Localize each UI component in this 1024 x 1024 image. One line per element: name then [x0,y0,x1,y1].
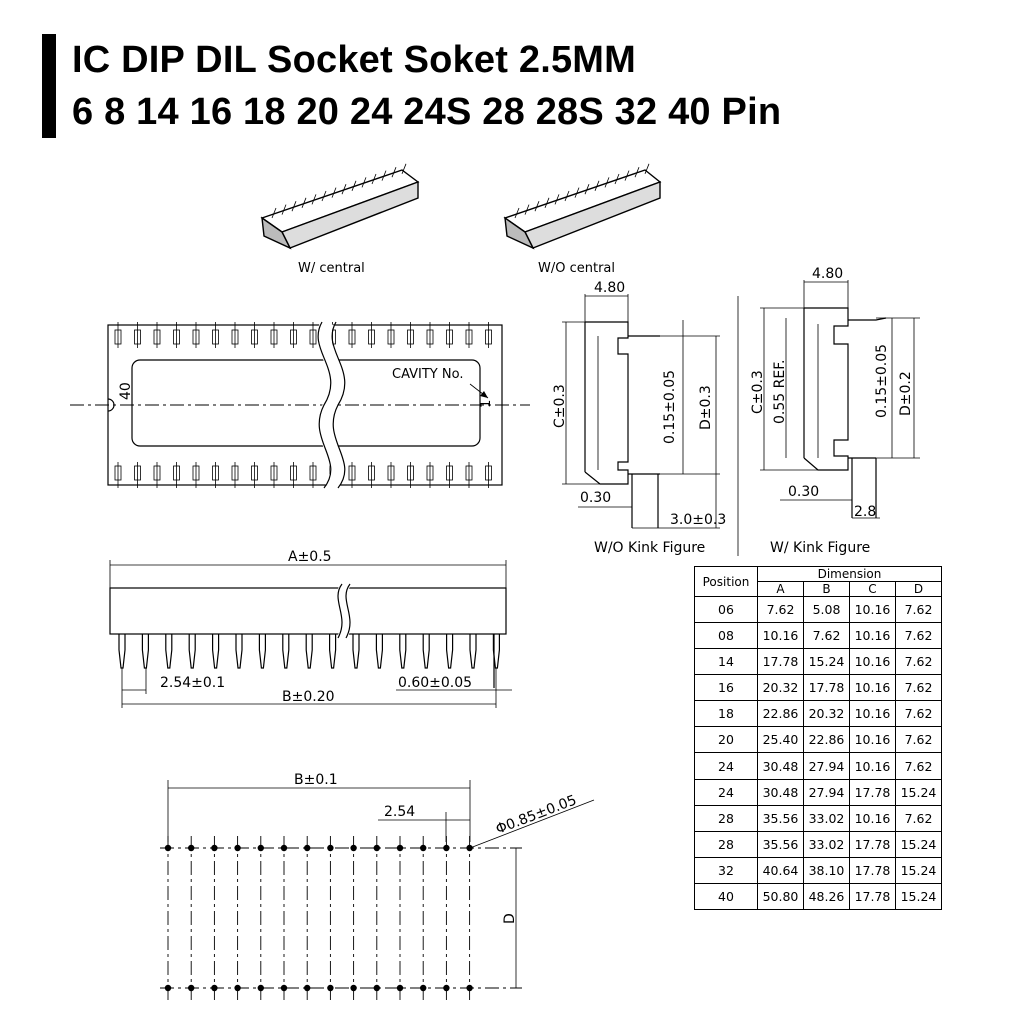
with-central-label: W/ central [298,261,365,276]
dimension-cell: 30.48 [758,779,804,805]
table-row [695,831,942,857]
footprint-hole [188,845,194,851]
dimension-cell: 7.62 [896,649,942,675]
front-pin [213,634,219,668]
dimension-cell: 7.62 [896,805,942,831]
dimension-cell: 33.02 [804,805,850,831]
table-row [695,597,942,623]
footprint-hole [211,985,217,991]
socket-with-central-image [262,164,418,248]
dimension-cell: 15.24 [896,779,942,805]
column-header: C [850,582,896,597]
wo-kink-caption: W/O Kink Figure [594,540,706,556]
position-cell: 14 [695,649,758,675]
wo-kink-bottom-right-dim: 3.0±0.3 [670,512,727,528]
column-header: D [896,582,942,597]
dimension-cell: 15.24 [896,857,942,883]
dimension-cell: 35.56 [758,805,804,831]
dimension-table [694,566,942,910]
w-kink-caption: W/ Kink Figure [770,540,871,556]
front-pin-width-dim: 0.60±0.05 [398,675,473,691]
position-cell: 24 [695,779,758,805]
table-row [695,883,942,909]
dimension-cell: 25.40 [758,727,804,753]
wo-kink-d-dim: D±0.3 [698,385,714,430]
dimension-cell: 50.80 [758,883,804,909]
footprint-hole [350,985,356,991]
footprint-hole [304,845,310,851]
footprint-hole [443,845,449,851]
front-pin [400,634,406,668]
footprint-hole [234,985,240,991]
w-kink-top-dim: 4.80 [812,266,844,282]
footprint-hole-dim: Φ0.85±0.05 [493,792,579,838]
dimension-cell: 40.64 [758,857,804,883]
wo-kink-mid-dim: 0.15±0.05 [662,369,678,444]
front-pin [306,634,312,668]
front-pin [166,634,172,668]
footprint-hole [281,845,287,851]
footprint-hole [350,845,356,851]
dimension-cell: 22.86 [804,727,850,753]
dimension-cell: 48.26 [804,883,850,909]
footprint-hole [374,845,380,851]
top-view-drawing [70,322,530,488]
dimension-cell: 10.16 [850,727,896,753]
front-pin [236,634,242,668]
table-row [695,727,942,753]
footprint-hole [397,845,403,851]
position-cell: 18 [695,701,758,727]
dimension-cell: 15.24 [896,883,942,909]
footprint-hole [327,845,333,851]
dimension-cell: 7.62 [804,623,850,649]
pin-count-label: 40 [118,382,134,400]
front-pin [142,634,148,668]
footprint-pitch-dim: 2.54 [384,804,416,820]
footprint-b-dim: B±0.1 [294,772,338,788]
dimension-cell: 10.16 [850,753,896,779]
wo-kink-top-dim: 4.80 [594,280,626,296]
column-header: B [804,582,850,597]
table-row [695,857,942,883]
footprint-hole [397,985,403,991]
dimension-cell: 35.56 [758,831,804,857]
w-kink-d-dim: D±0.2 [898,371,914,416]
footprint-hole [420,845,426,851]
front-pin [376,634,382,668]
table-row [695,753,942,779]
dimension-cell: 10.16 [850,675,896,701]
front-pin [353,634,359,668]
dimension-cell: 10.16 [850,805,896,831]
dimension-cell: 17.78 [804,675,850,701]
footprint-hole [165,845,171,851]
dimension-cell: 5.08 [804,597,850,623]
footprint-hole [188,985,194,991]
dimension-cell: 7.62 [896,753,942,779]
position-cell: 16 [695,675,758,701]
wo-kink-c-dim: C±0.3 [552,384,568,428]
dimension-cell: 7.62 [896,727,942,753]
position-cell: 28 [695,805,758,831]
dimension-cell: 30.48 [758,753,804,779]
footprint-hole [327,985,333,991]
front-pin [189,634,195,668]
table-row [695,779,942,805]
dimension-cell: 10.16 [850,597,896,623]
footprint-hole [258,985,264,991]
footprint-hole [466,845,472,851]
w-kink-bottom-right-dim: 2.8 [854,504,877,520]
front-pitch-dim: 2.54±0.1 [160,675,226,691]
dimension-cell: 20.32 [804,701,850,727]
title-line-1: IC DIP DIL Socket Soket 2.5MM [72,39,636,81]
front-pin [119,634,125,668]
dimension-cell: 7.62 [896,701,942,727]
position-cell: 20 [695,727,758,753]
dimension-cell: 10.16 [850,649,896,675]
front-b-dim: B±0.20 [282,689,335,705]
column-header: A [758,582,804,597]
footprint-hole [304,985,310,991]
wo-kink-bottom-left-dim: 0.30 [580,490,612,506]
footprint-hole [165,985,171,991]
footprint-hole [443,985,449,991]
dimension-cell: 17.78 [850,857,896,883]
front-a-dim: A±0.5 [288,549,332,565]
without-central-label: W/O central [538,261,616,276]
table-row [695,649,942,675]
dimension-cell: 10.16 [850,623,896,649]
position-cell: 06 [695,597,758,623]
dimension-cell: 17.78 [850,831,896,857]
footprint-hole [374,985,380,991]
footprint-hole [466,985,472,991]
position-cell: 28 [695,831,758,857]
w-kink-mid-dim: 0.15±0.05 [874,343,890,418]
position-cell: 24 [695,753,758,779]
position-cell: 08 [695,623,758,649]
position-cell: 40 [695,883,758,909]
cavity-label: CAVITY No. [392,367,464,382]
footprint-hole [211,845,217,851]
w-kink-ref-dim: 0.55 REF. [772,359,788,424]
position-header: Position [695,567,758,597]
table-row [695,805,942,831]
front-pin [423,634,429,668]
dimension-cell: 20.32 [758,675,804,701]
dimension-cell: 7.62 [896,623,942,649]
table-row [695,701,942,727]
dimension-cell: 33.02 [804,831,850,857]
dimension-cell: 15.24 [804,649,850,675]
front-pin [330,634,336,668]
front-pin [283,634,289,668]
dimension-cell: 27.94 [804,753,850,779]
dimension-header: Dimension [758,567,942,582]
front-pin [447,634,453,668]
dimension-cell: 17.78 [850,779,896,805]
dimension-cell: 38.10 [804,857,850,883]
w-kink-bottom-left-dim: 0.30 [788,484,820,500]
footprint-hole [234,845,240,851]
footprint-hole [281,985,287,991]
dimension-cell: 7.62 [896,675,942,701]
footprint-hole [420,985,426,991]
dimension-cell: 10.16 [850,701,896,727]
w-kink-c-dim: C±0.3 [750,370,766,414]
front-pin [470,634,476,668]
table-row [695,675,942,701]
footprint-hole [258,845,264,851]
dimension-cell: 7.62 [896,597,942,623]
dimension-cell: 7.62 [758,597,804,623]
footprint-d-dim: D [502,913,518,924]
front-pin [259,634,265,668]
socket-without-central-image [505,164,660,248]
title-line-2: 6 8 14 16 18 20 24 24S 28 28S 32 40 Pin [72,91,782,133]
pin-one-label: 1 [479,399,494,408]
table-row [695,623,942,649]
dimension-cell: 17.78 [850,883,896,909]
dimension-cell: 22.86 [758,701,804,727]
dimension-cell: 15.24 [896,831,942,857]
position-cell: 32 [695,857,758,883]
dimension-cell: 27.94 [804,779,850,805]
dimension-cell: 17.78 [758,649,804,675]
dimension-cell: 10.16 [758,623,804,649]
